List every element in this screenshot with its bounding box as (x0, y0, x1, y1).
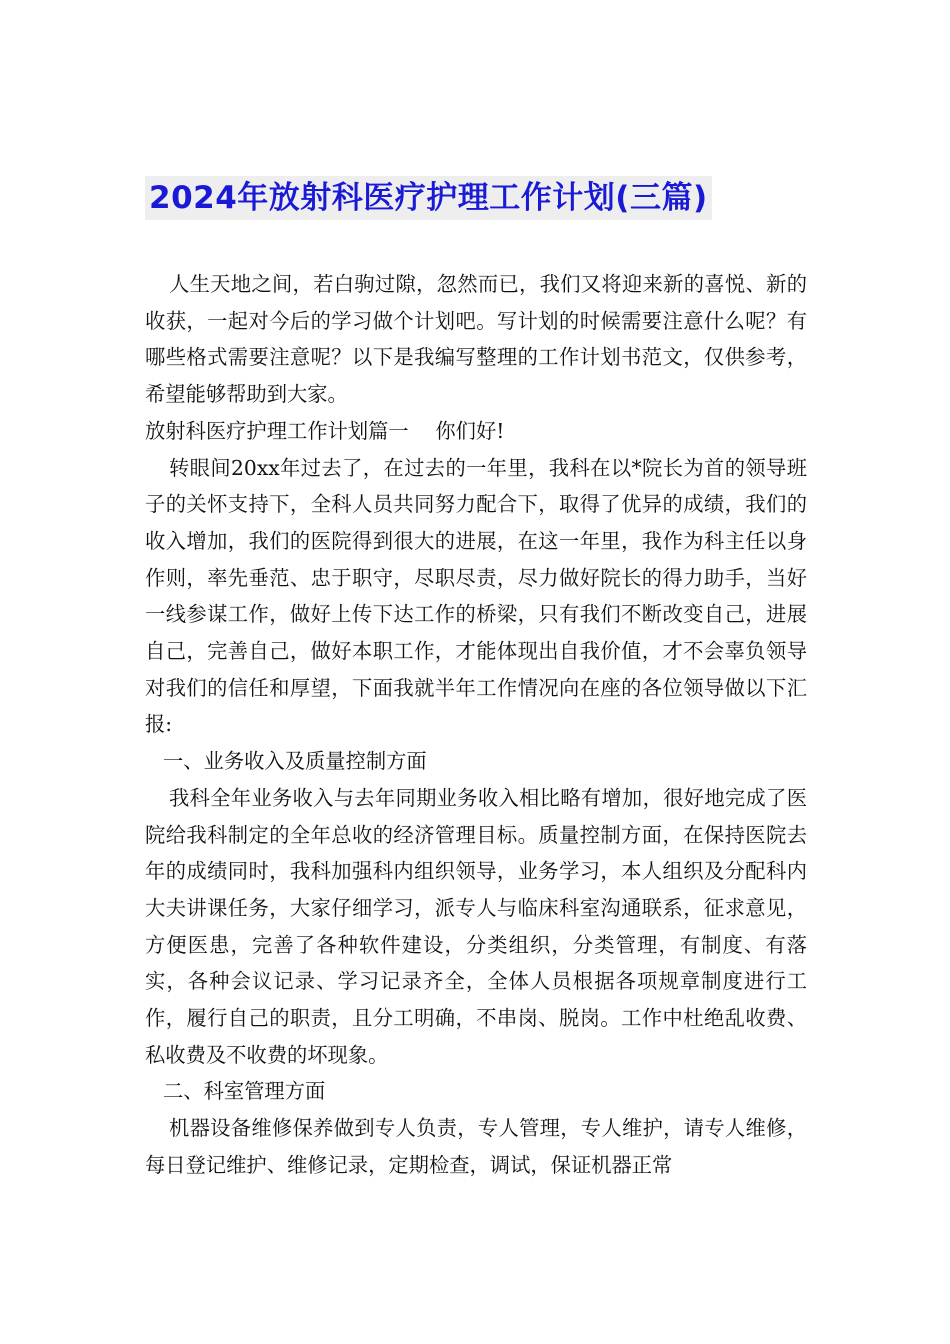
section-heading-business: 一、业务收入及质量控制方面 (163, 749, 427, 774)
body-paragraph: 转眼间20xx年过去了，在过去的一年里，我科在以*院长为首的领导班子的关怀支持下，全科人员共同努力配合下，取得了优异的成绩，我们的收入增加，我们的医院得到很大的进展，在这一年里，我作为科主任以身作则，率先垂范、忠于职守，尽职尽责，尽力做好院长的得力助手，当好一线参谋工作，做好上传下达工作的桥梁，只有我们不断改变自己，进展自己，完善自己，做好本职工作，才能体现出自我价值，才不会辜负领导对我们的信任和厚望，下面我就半年工作情况向在座的各位领导做以下汇报: (145, 455, 807, 737)
body-paragraph: 我科全年业务收入与去年同期业务收入相比略有增加，很好地完成了医院给我科制定的全年总收的经济管理目标。质量控制方面，在保持医院去年的成绩同时，我科加强科内组织领导，业务学习，本人组织及分配科内大夫讲课任务，大家仔细学习，派专人与临床科室沟通联系，征求意见，方便医患，完善了各种软件建设，分类组织，分类管理，有制度、有落实，各种会议记录、学习记录齐全，全体人员根据各项规章制度进行工作，履行自己的职责，且分工明确，不串岗、脱岗。工作中杜绝乱收费、私收费及不收费的坏现象。 (145, 785, 807, 1067)
body-paragraph: 机器设备维修保养做到专人负责，专人管理，专人维护，请专人维修，每日登记维护、维修记录，定期检查，调试，保证机器正常 (145, 1116, 807, 1177)
document-body (145, 266, 807, 1184)
section-heading-plan-one: 放射科医疗护理工作计划篇一 你们好! (145, 418, 505, 443)
document-title: 2024年放射科医疗护理工作计划(三篇) (145, 176, 712, 220)
intro-paragraph: 人生天地之间，若白驹过隙，忽然而已，我们又将迎来新的喜悦、新的收获，一起对今后的学习做个计划吧。写计划的时候需要注意什么呢？有哪些格式需要注意呢？以下是我编写整理的工作计划书范文，仅供参考，希望能够帮助到大家。 (145, 272, 807, 407)
section-heading-management: 二、科室管理方面 (163, 1079, 326, 1104)
